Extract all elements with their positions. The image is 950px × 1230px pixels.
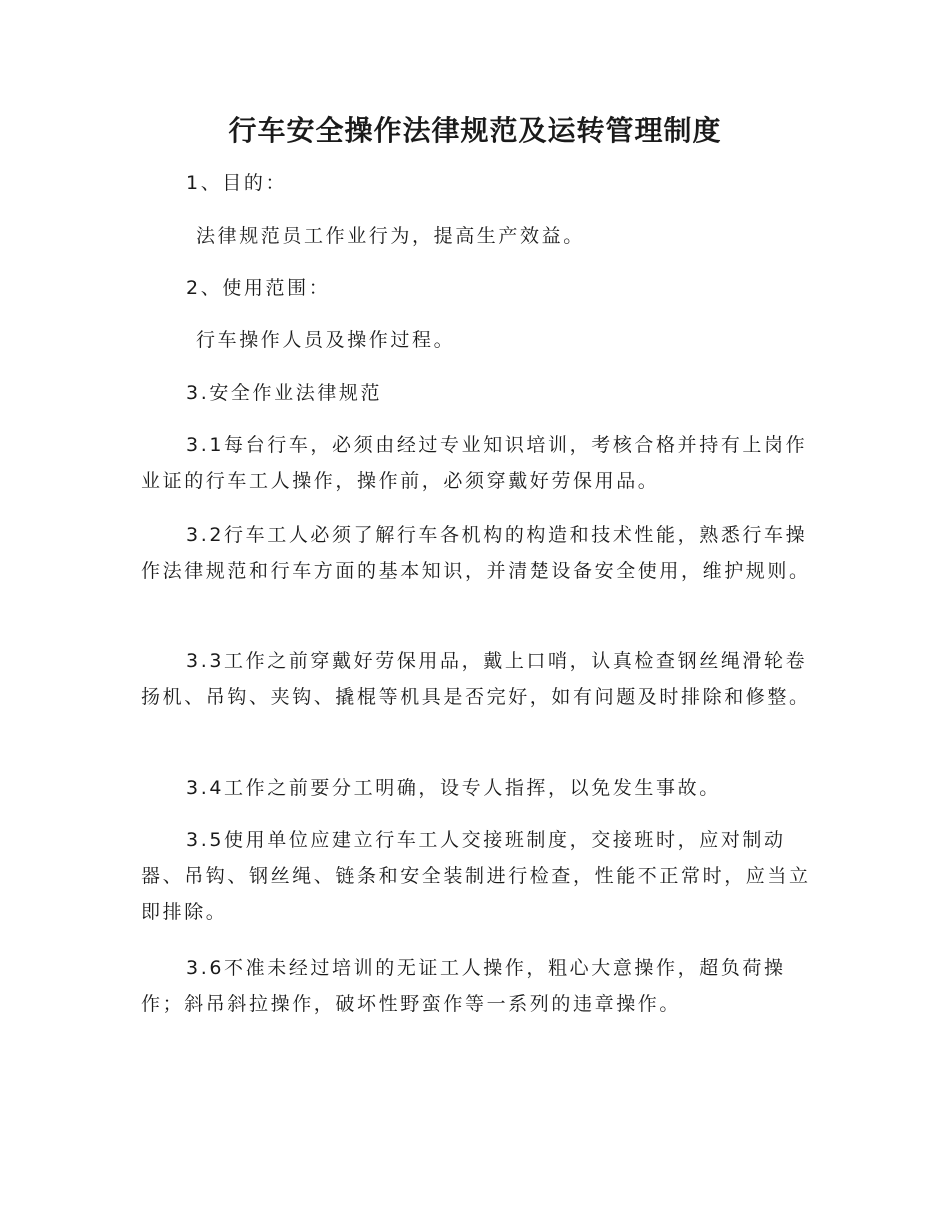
section-scope-heading: 2、使用范围： xyxy=(186,277,331,299)
section-purpose-text: 法律规范员工作业行为，提高生产效益。 xyxy=(196,225,585,247)
clause-3-6: 3.6不准未经过培训的无证工人操作，粗心大意操作，超负荷操作；斜吊斜拉操作，破坏性野蛮作等一系列的违章操作。 xyxy=(141,957,786,1015)
document-title: 行车安全操作法律规范及运转管理制度 xyxy=(228,114,722,147)
section-scope-text: 行车操作人员及操作过程。 xyxy=(196,329,456,351)
clause-3-4: 3.4工作之前要分工明确，设专人指挥，以免发生事故。 xyxy=(186,777,721,799)
section-safety-heading: 3.安全作业法律规范 xyxy=(186,382,383,404)
section-purpose-heading: 1、目的： xyxy=(186,172,288,194)
clause-3-2: 3.2行车工人必须了解行车各机构的构造和技术性能，熟悉行车操作法律规范和行车方面的基本知识，并清楚设备安全使用，维护规则。 xyxy=(141,524,811,582)
clause-3-5: 3.5使用单位应建立行车工人交接班制度，交接班时，应对制动器、吊钩、钢丝绳、链条和安全装制进行检查，性能不正常时，应当立即排除。 xyxy=(141,829,811,923)
clause-3-1: 3.1每台行车，必须由经过专业知识培训，考核合格并持有上岗作业证的行车工人操作，操作前，必须穿戴好劳保用品。 xyxy=(141,434,808,492)
clause-3-3: 3.3工作之前穿戴好劳保用品，戴上口哨，认真检查钢丝绳滑轮卷扬机、吊钩、夹钩、撬棍等机具是否完好，如有问题及时排除和修整。 xyxy=(141,650,811,708)
